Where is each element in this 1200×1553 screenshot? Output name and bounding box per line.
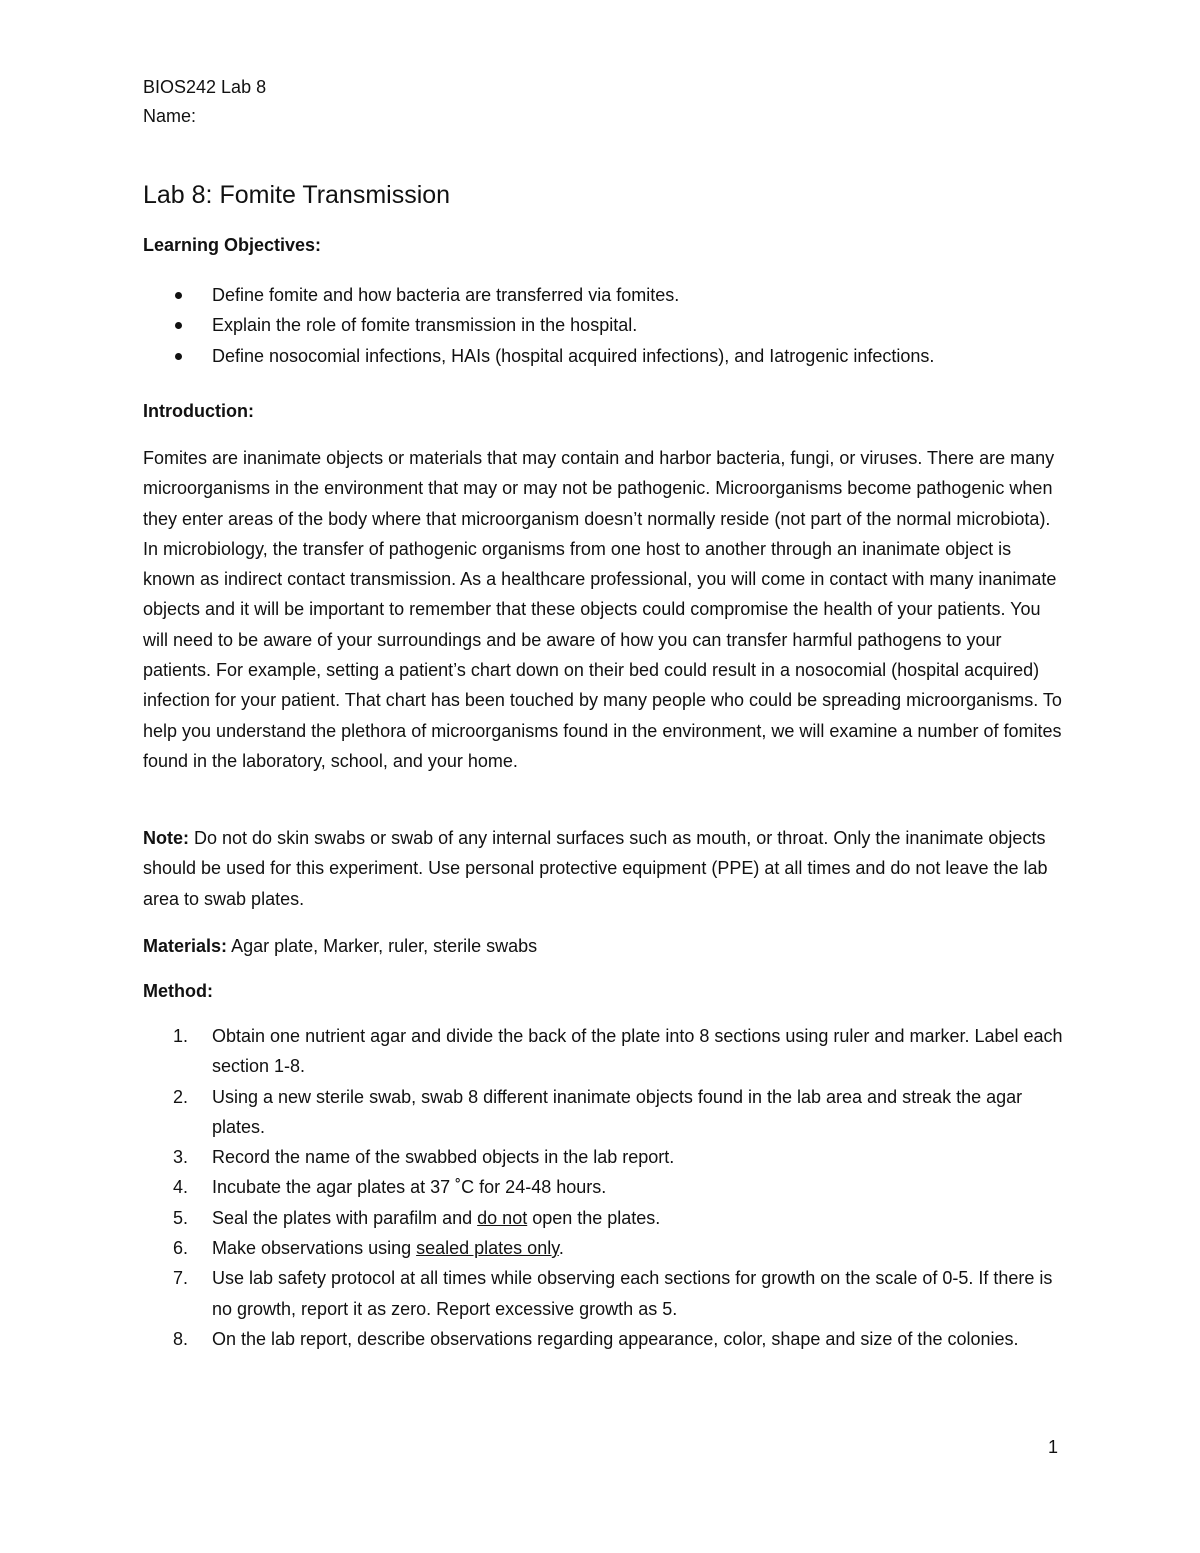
page-number: 1 <box>1048 1437 1059 1457</box>
step-text-underlined: sealed plates only <box>416 1238 559 1259</box>
method-step <box>143 1021 1063 1082</box>
step-text-pre: Make observations using <box>212 1238 417 1259</box>
method-step <box>143 1233 1063 1263</box>
note-paragraph <box>143 823 1063 914</box>
step-number: 2. <box>173 1086 189 1107</box>
list-item <box>143 341 1063 371</box>
step-text: On the lab report, describe observations regarding appearance, color, shape and size of the colonies. <box>212 1328 1019 1349</box>
bullet-icon <box>175 322 182 329</box>
bullet-icon <box>175 353 182 360</box>
objective-text: Explain the role of fomite transmission in the hospital. <box>212 315 638 336</box>
note-text: Do not do skin swabs or swab of any internal surfaces such as mouth, or throat. Only the inanimate objects should be used for this experiment. Use personal protective equipment (PPE) at all times and do not leave the lab area to swab plates. <box>143 828 1048 909</box>
method-step <box>143 1082 1063 1143</box>
objectives-list <box>143 280 1063 371</box>
note-label: Note: <box>143 828 189 848</box>
step-text-post: open the plates. <box>527 1207 661 1228</box>
step-text: Obtain one nutrient agar and divide the back of the plate into 8 sections using ruler and marker. Label each section 1-8. <box>212 1026 1063 1077</box>
method-step <box>143 1324 1063 1354</box>
step-text: Record the name of the swabbed objects in the lab report. <box>212 1147 675 1168</box>
method-step <box>143 1142 1063 1172</box>
method-step <box>143 1263 1063 1324</box>
step-text: Use lab safety protocol at all times while observing each sections for growth on the scale of 0-5. If there is no growth, report it as zero. Report excessive growth as 5. <box>212 1268 1053 1319</box>
header-name-label: Name: <box>143 106 197 126</box>
introduction-heading: Introduction: <box>143 401 254 421</box>
step-number: 8. <box>173 1328 189 1349</box>
method-step <box>143 1203 1063 1233</box>
list-item <box>143 280 1063 310</box>
materials-text: Agar plate, Marker, ruler, sterile swabs <box>231 936 538 956</box>
introduction-text: Fomites are inanimate objects or materials that may contain and harbor bacteria, fungi, or viruses. There are many microorganisms in the environment that may or may not be pathogenic. Microorganisms become pathogenic when they enter areas of the body where that microorganism doesn’t normally reside (not part of the normal microbiota). In microbiology, the transfer of pathogenic organisms from one host to another through an inanimate object is known as indirect contact transmission. As a healthcare professional, you will come in contact with many inanimate objects and it will be important to remember that these objects could compromise the health of your patients. You will need to be aware of your surroundings and be aware of how you can transfer harmful pathogens to your patients. For example, setting a patient’s chart down on their bed could result in a nosocomial (hospital acquired) infection for your patient. That chart has been touched by many people who could be spreading microorganisms. To help you understand the plethora of microorganisms found in the environment, we will examine a number of fomites found in the laboratory, school, and your home. <box>143 448 1062 771</box>
step-number: 5. <box>173 1207 189 1228</box>
page-title: Lab 8: Fomite Transmission <box>143 181 451 209</box>
method-heading: Method: <box>143 981 213 1001</box>
method-list <box>143 1021 1063 1354</box>
step-text: Using a new sterile swab, swab 8 different inanimate objects found in the lab area and streak the agar plates. <box>212 1086 1023 1137</box>
step-number: 4. <box>173 1177 189 1198</box>
header-course: BIOS242 Lab 8 <box>143 77 267 97</box>
step-text-post: . <box>558 1238 564 1259</box>
step-number: 6. <box>173 1238 189 1259</box>
bullet-icon <box>175 292 182 299</box>
objective-text: Define fomite and how bacteria are transferred via fomites. <box>212 285 680 305</box>
materials-paragraph <box>143 931 1063 961</box>
step-number: 3. <box>173 1147 189 1168</box>
method-step <box>143 1172 1063 1202</box>
step-number: 7. <box>173 1268 189 1289</box>
list-item <box>143 310 1063 340</box>
materials-label: Materials: <box>143 936 228 956</box>
step-text-underlined: do not <box>477 1207 528 1228</box>
step-number: 1. <box>173 1026 189 1046</box>
step-text-pre: Seal the plates with parafilm and <box>212 1207 478 1228</box>
objective-text: Define nosocomial infections, HAIs (hospital acquired infections), and Iatrogenic infections. <box>212 345 935 366</box>
step-text: Incubate the agar plates at 37 ˚C for 24-48 hours. <box>212 1177 607 1198</box>
objectives-heading: Learning Objectives: <box>143 235 322 255</box>
